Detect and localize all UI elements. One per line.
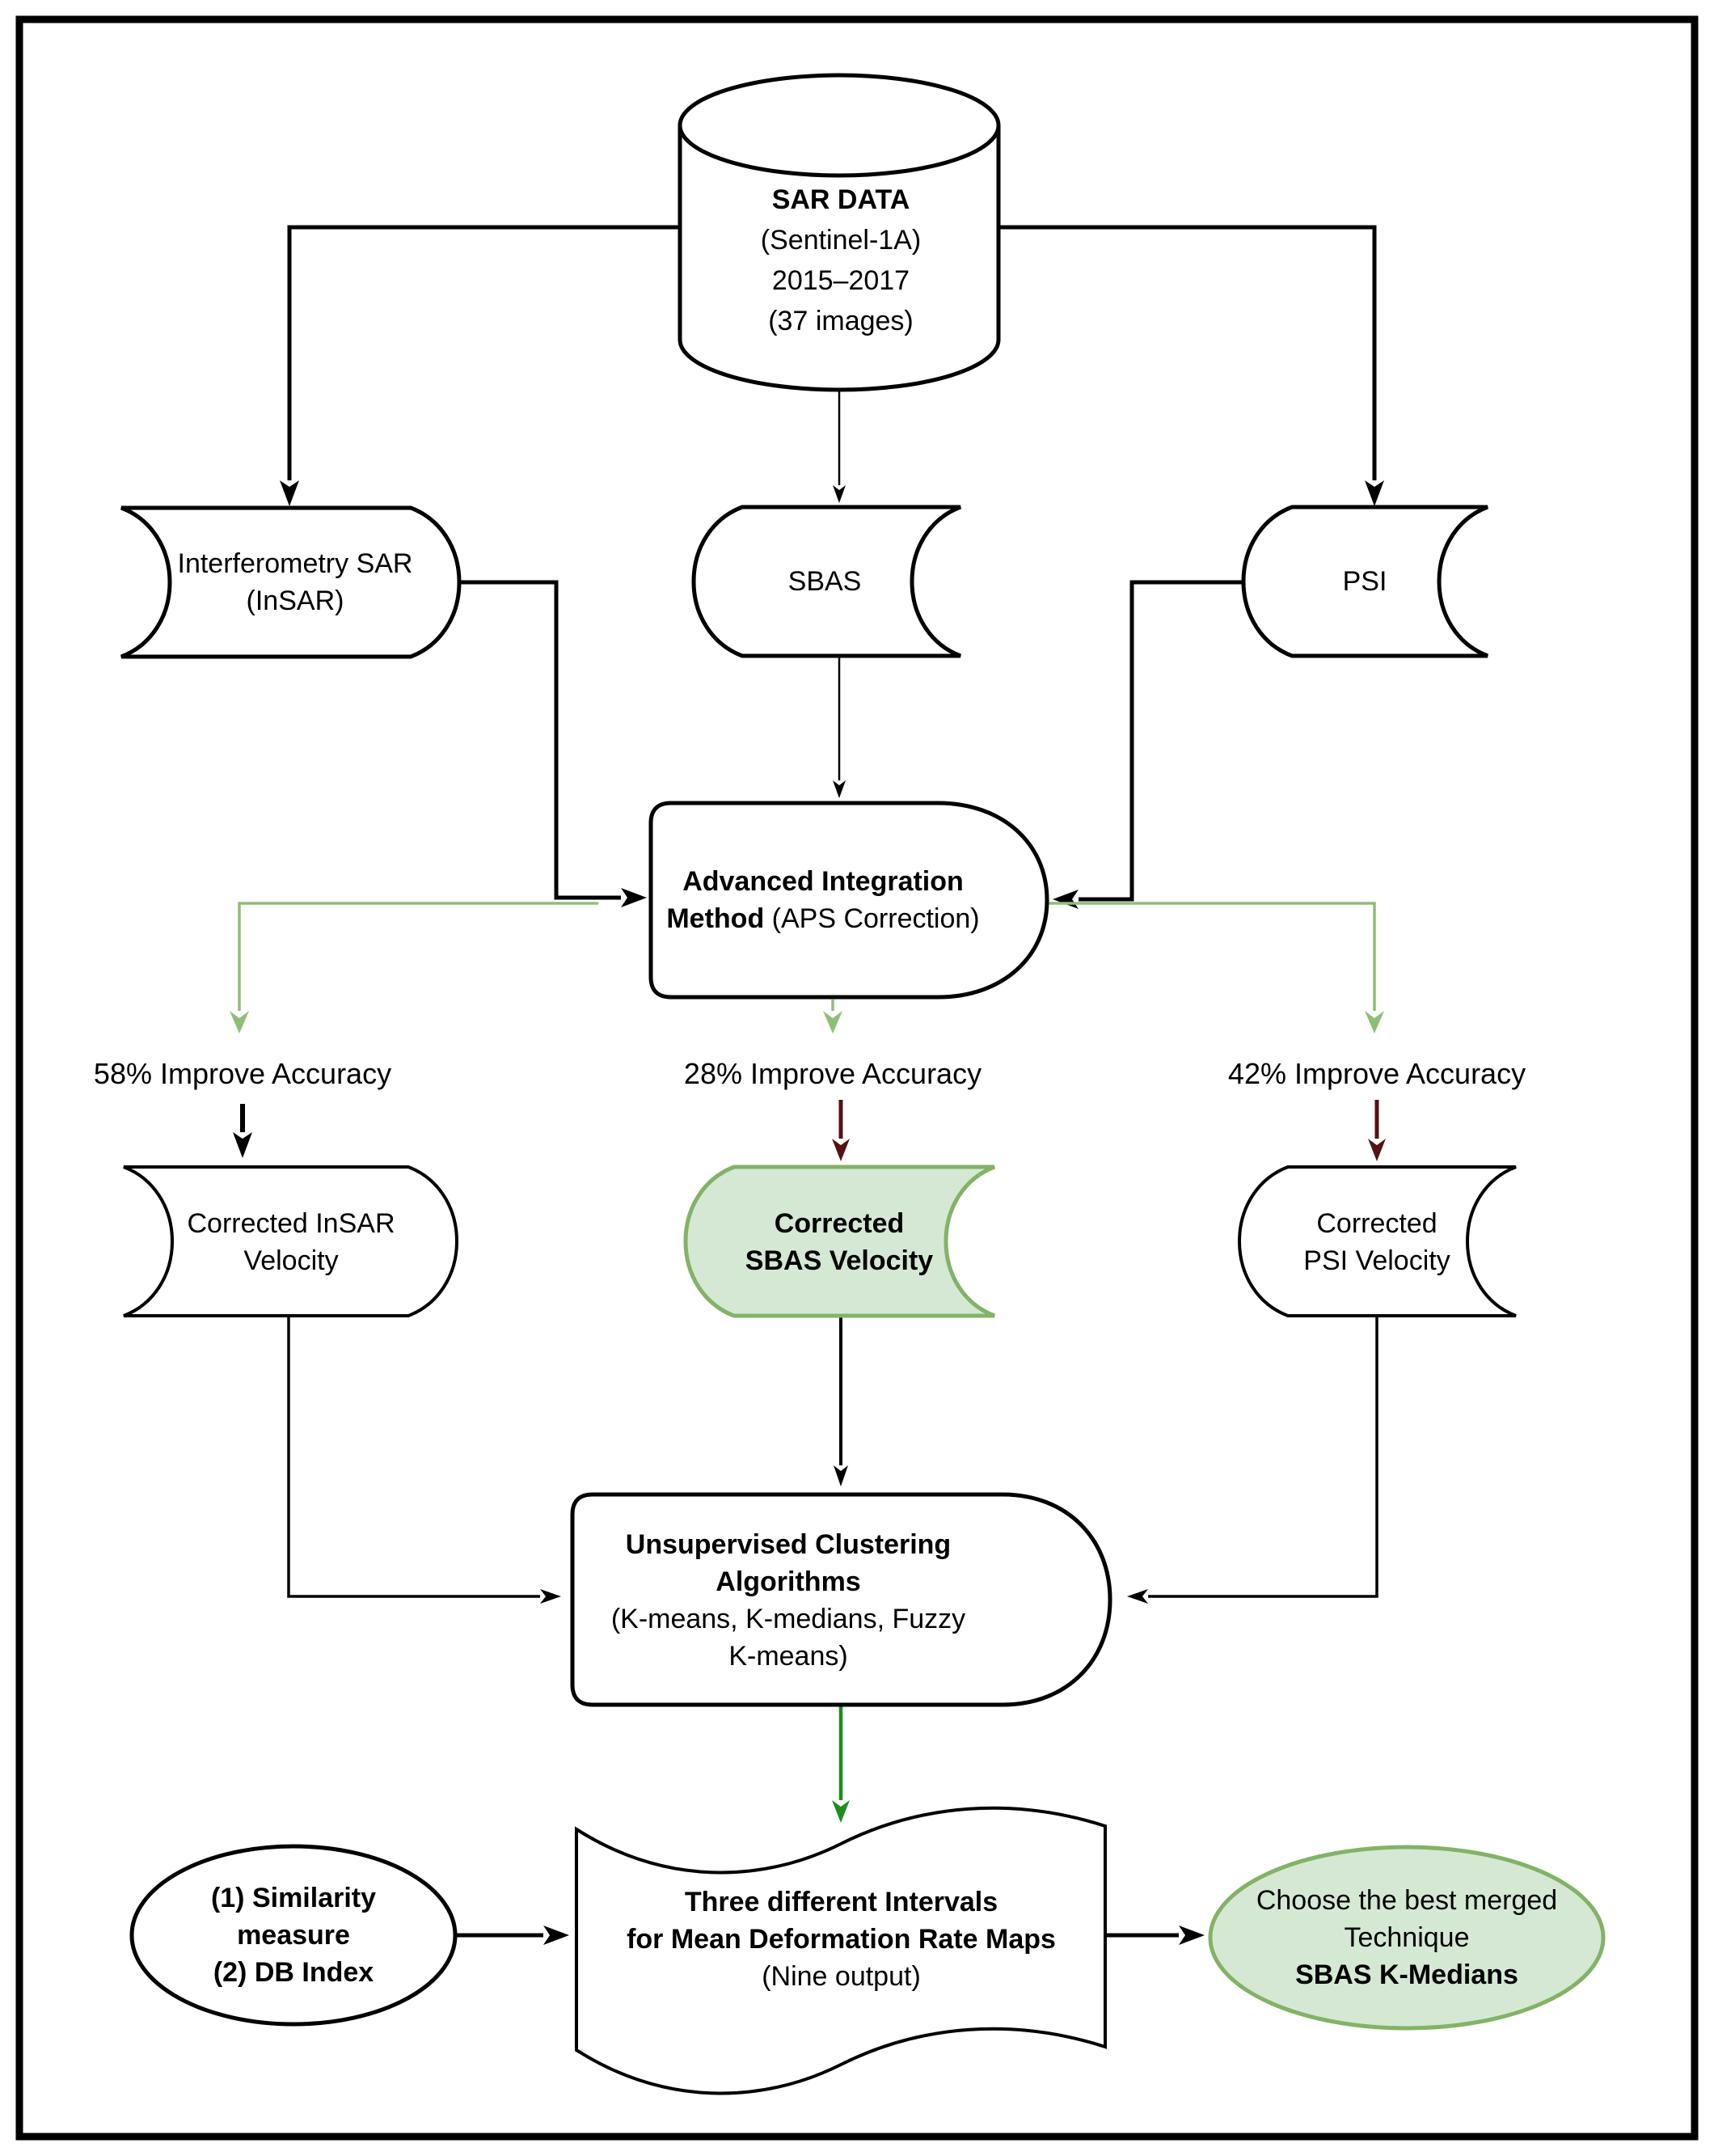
criteria-line1: (1) Similarity (210, 1883, 377, 1913)
connector-aim-to-psi-accuracy (1049, 903, 1374, 1011)
aim-line1: Advanced Integration (682, 866, 964, 897)
sbas-label: SBAS (787, 566, 862, 597)
aim-text (657, 809, 989, 991)
sar-data-subtitle: (Sentinel-1A) (760, 225, 922, 256)
connector-corrected-insar-to-clustering (289, 1316, 540, 1596)
aim-line2-bold: Method (666, 903, 765, 934)
sar-data-text (687, 171, 994, 349)
sar-data-count: (37 images) (768, 306, 914, 336)
best-line1: Choose the best merged (1256, 1885, 1558, 1916)
psi-label: PSI (1342, 566, 1387, 597)
clustering-line3: (K-means, K-medians, Fuzzy (610, 1604, 966, 1634)
corrected-sbas-line1: Corrected (774, 1208, 905, 1239)
intervals-text (589, 1860, 1094, 2019)
insar-line1: Interferometry SAR (177, 548, 413, 579)
clustering-text (578, 1501, 998, 1700)
insar-accuracy-label: 58% Improve Accuracy (93, 1057, 392, 1090)
psi-text (1264, 509, 1466, 654)
connector-psi-to-aim (1079, 582, 1243, 899)
corrected-psi-text (1260, 1171, 1494, 1313)
corrected-insar-line1: Corrected InSAR (187, 1208, 395, 1239)
sbas-accuracy-label: 28% Improve Accuracy (683, 1057, 982, 1090)
corrected-sbas-text (706, 1171, 973, 1313)
intervals-line1: Three different Intervals (684, 1887, 998, 1917)
connector-corrected-psi-to-clustering (1148, 1316, 1377, 1596)
connector-aim-to-insar-accuracy (239, 903, 598, 1011)
connector-insar-to-aim (459, 582, 621, 898)
corrected-insar-line2: Velocity (243, 1245, 339, 1276)
sar-data-title: SAR DATA (771, 184, 910, 215)
best-technique-text (1225, 1869, 1589, 2006)
connector-sardata-to-insar (289, 227, 680, 480)
clustering-line1: Unsupervised Clustering (625, 1529, 952, 1560)
psi-accuracy-label: 42% Improve Accuracy (1227, 1057, 1526, 1090)
best-line3: SBAS K-Medians (1295, 1959, 1518, 1990)
intervals-line3: (Nine output) (762, 1961, 921, 1992)
corrected-insar-text (150, 1171, 433, 1313)
corrected-sbas-line2: SBAS Velocity (745, 1245, 934, 1276)
aim-line2-rest: (APS Correction) (771, 903, 980, 934)
criteria-text (144, 1866, 443, 2004)
corrected-psi-line2: PSI Velocity (1303, 1245, 1450, 1276)
connector-sardata-to-psi (998, 227, 1374, 480)
corrected-psi-line1: Corrected (1316, 1208, 1437, 1239)
clustering-line2: Algorithms (716, 1566, 861, 1597)
insar-line2: (InSAR) (246, 586, 344, 616)
best-line2: Technique (1344, 1922, 1470, 1953)
criteria-line3: (2) DB Index (213, 1957, 374, 1988)
aim-line2 (666, 900, 979, 937)
sbas-text (711, 509, 938, 654)
clustering-line4: K-means) (728, 1641, 848, 1672)
sar-data-period: 2015–2017 (771, 265, 910, 296)
intervals-line2: for Mean Deformation Rate Maps (627, 1924, 1056, 1955)
insar-text (137, 509, 453, 655)
criteria-line2: measure (237, 1920, 350, 1951)
